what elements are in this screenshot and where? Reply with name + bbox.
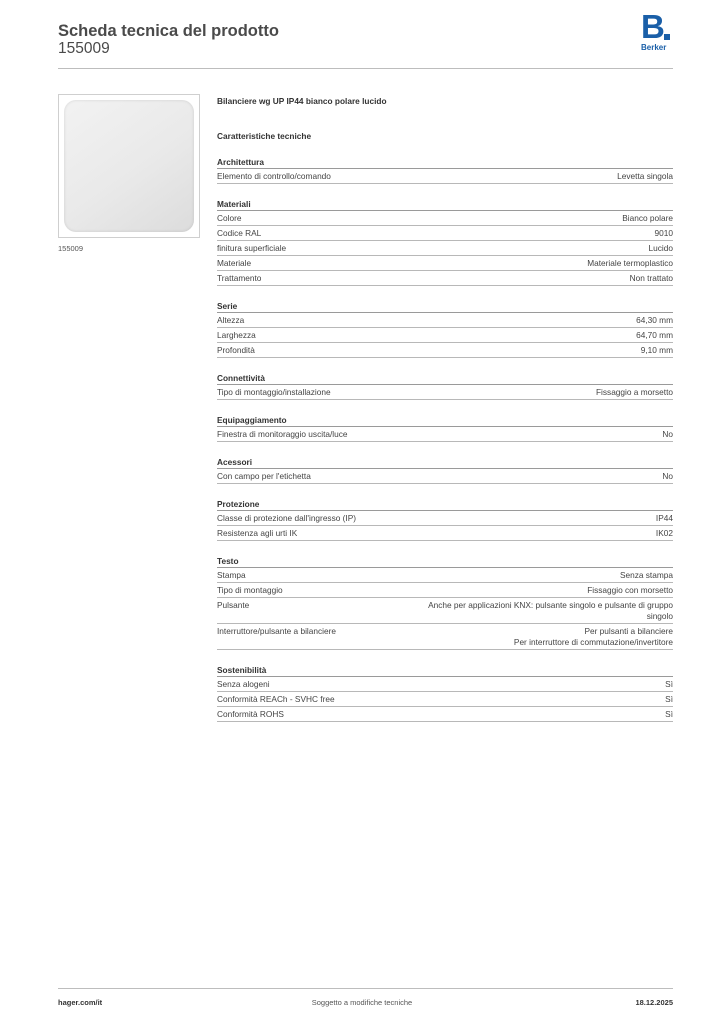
spec-row <box>217 241 673 256</box>
footer-date: 18.12.2025 <box>635 998 673 1007</box>
spec-value: Levetta singola <box>617 171 673 181</box>
logo-letter: B <box>641 8 664 45</box>
spec-row <box>217 271 673 286</box>
spec-label: Trattamento <box>217 273 262 283</box>
spec-section <box>217 456 673 484</box>
spec-row <box>217 256 673 271</box>
spec-label: Materiale <box>217 258 252 268</box>
spec-label: Stampa <box>217 570 246 580</box>
spec-value: 64,30 mm <box>636 315 673 325</box>
spec-value: 9010 <box>654 228 673 238</box>
spec-label: Pulsante <box>217 600 250 610</box>
product-code: 155009 <box>58 40 110 57</box>
section-heading: Testo <box>217 555 673 568</box>
spec-content <box>217 95 673 722</box>
spec-label: Classe di protezione dall'ingresso (IP) <box>217 513 357 523</box>
spec-label: Con campo per l'etichetta <box>217 471 311 481</box>
spec-value: Fissaggio a morsetto <box>595 387 673 397</box>
section-heading: Equipaggiamento <box>217 414 673 427</box>
spec-row <box>217 598 673 624</box>
product-image <box>58 94 200 238</box>
spec-label: Profondità <box>217 345 255 355</box>
spec-label: Resistenza agli urti IK <box>217 528 298 538</box>
spec-section <box>217 555 673 650</box>
spec-value: Per pulsanti a bilanciere Per interruttore di commutazione/invertitore <box>513 626 673 647</box>
spec-value: Sì <box>665 694 673 704</box>
section-heading: Materiali <box>217 198 673 211</box>
spec-row <box>217 427 673 442</box>
spec-value: Bianco polare <box>622 213 673 223</box>
spec-row <box>217 313 673 328</box>
spec-label: Altezza <box>217 315 245 325</box>
product-image-caption: 155009 <box>58 244 84 253</box>
section-heading: Acessori <box>217 456 673 469</box>
section-heading: Protezione <box>217 498 673 511</box>
spec-section <box>217 664 673 722</box>
spec-value: Sì <box>665 679 673 689</box>
spec-row <box>217 169 673 184</box>
spec-section <box>217 372 673 400</box>
spec-label: Larghezza <box>217 330 256 340</box>
spec-label: Senza alogeni <box>217 679 270 689</box>
spec-label: Interruttore/pulsante a bilanciere <box>217 626 336 636</box>
logo-dot <box>664 34 670 40</box>
spec-value: Lucido <box>648 243 673 253</box>
spec-row <box>217 624 673 650</box>
product-title: Bilanciere wg UP IP44 bianco polare lucido <box>217 96 387 106</box>
footer-note: Soggetto a modifiche tecniche <box>311 998 413 1007</box>
spec-row <box>217 568 673 583</box>
features-title: Caratteristiche tecniche <box>217 131 312 141</box>
spec-label: Tipo di montaggio/installazione <box>217 387 331 397</box>
spec-section <box>217 414 673 442</box>
spec-value: Fissaggio con morsetto <box>587 585 673 595</box>
spec-value: 9,10 mm <box>640 345 673 355</box>
header-divider <box>58 68 673 69</box>
spec-label: Elemento di controllo/comando <box>217 171 331 181</box>
spec-section <box>217 498 673 541</box>
spec-value: Materiale termoplastico <box>587 258 673 268</box>
spec-label: Tipo di montaggio <box>217 585 283 595</box>
footer-divider <box>58 988 673 989</box>
spec-value: No <box>662 429 673 439</box>
logo-name: Berker <box>641 43 667 52</box>
spec-section <box>217 198 673 286</box>
berker-logo <box>640 8 674 54</box>
spec-sections <box>217 156 673 722</box>
spec-label: Conformità REACh - SVHC free <box>217 694 335 704</box>
spec-row <box>217 583 673 598</box>
spec-label: Finestra di monitoraggio uscita/luce <box>217 429 348 439</box>
section-heading: Sostenibilità <box>217 664 673 677</box>
spec-value: Sì <box>665 709 673 719</box>
spec-value: No <box>662 471 673 481</box>
spec-label: Codice RAL <box>217 228 262 238</box>
spec-value: 64,70 mm <box>636 330 673 340</box>
spec-row <box>217 677 673 692</box>
spec-label: Colore <box>217 213 242 223</box>
spec-row <box>217 211 673 226</box>
spec-row <box>217 328 673 343</box>
section-heading: Connettività <box>217 372 673 385</box>
spec-value: Anche per applicazioni KNX: pulsante singolo e pulsante di gruppo singolo <box>428 600 673 621</box>
spec-row <box>217 707 673 722</box>
spec-row <box>217 469 673 484</box>
section-heading: Architettura <box>217 156 673 169</box>
spec-row <box>217 385 673 400</box>
spec-value: IK02 <box>655 528 673 538</box>
spec-label: Conformità ROHS <box>217 709 284 719</box>
rocker-switch-image <box>64 100 194 232</box>
spec-row <box>217 511 673 526</box>
spec-value: Non trattato <box>629 273 673 283</box>
spec-section <box>217 156 673 184</box>
spec-section <box>217 300 673 358</box>
spec-row <box>217 226 673 241</box>
spec-row <box>217 692 673 707</box>
footer-website: hager.com/it <box>58 998 103 1007</box>
spec-row <box>217 343 673 358</box>
section-heading: Serie <box>217 300 673 313</box>
spec-row <box>217 526 673 541</box>
spec-value: Senza stampa <box>619 570 673 580</box>
page-header-title: Scheda tecnica del prodotto <box>58 22 279 40</box>
spec-value: IP44 <box>655 513 673 523</box>
spec-label: finitura superficiale <box>217 243 287 253</box>
